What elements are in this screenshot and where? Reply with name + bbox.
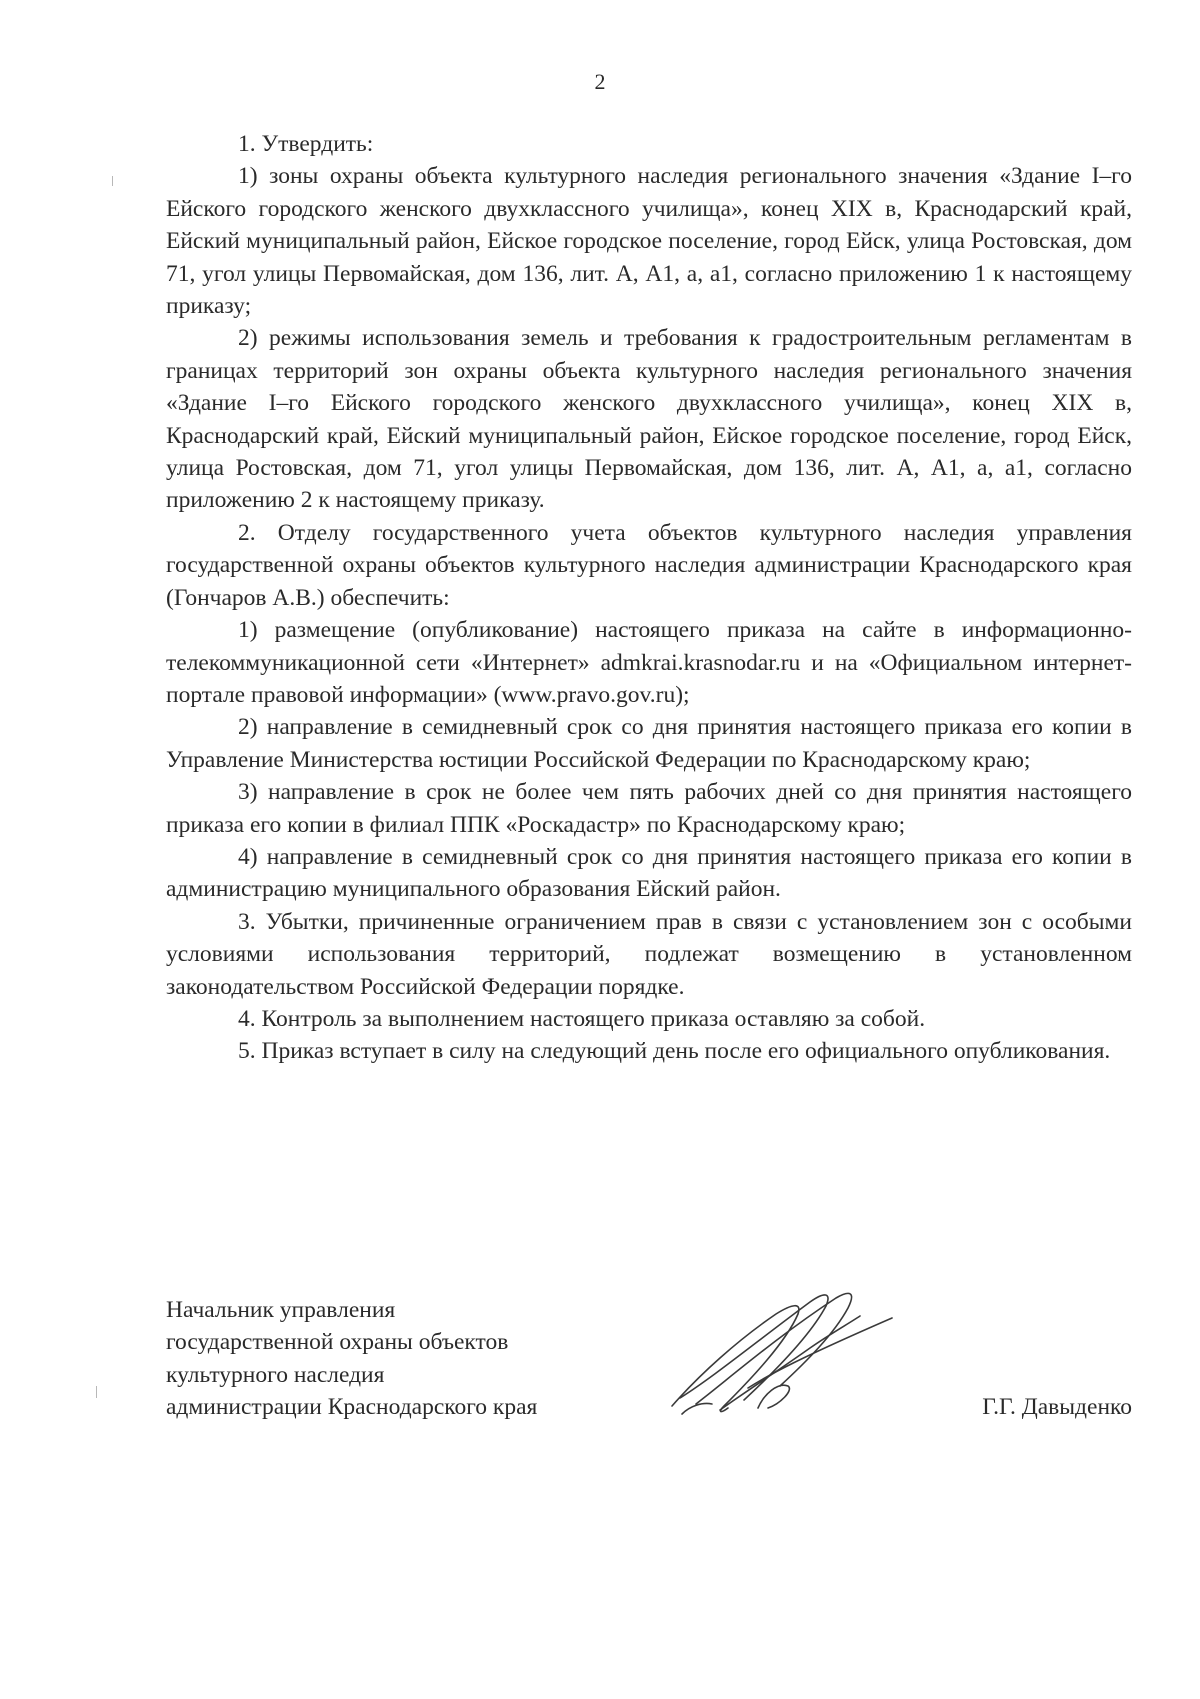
signature-block [166,1294,1132,1444]
handwritten-signature-icon [660,1278,900,1428]
paragraph-department-duties: 2. Отделу государственного учета объектов культурного наследия управления государственной охраны объектов культурного наследия администрации Краснодарского края (Гончаров А.В.) обеспечить: [166,519,1132,611]
signatory-position-line: администрации Краснодарского края [166,1394,538,1421]
paragraph-approve: 1. Утвердить: [238,131,374,157]
signatory-position-line: государственной охраны объектов [166,1329,509,1356]
paragraph-duty-publication: 1) размещение (опубликование) настоящего приказа на сайте в информационно-телекоммуникационной сети «Интернет» admkrai.krasnodar.ru и на «Официальном интернет-портале правовой информации» (www.pravo.gov.ru); [166,617,1132,708]
paragraph-duty-roskadastr: 3) направление в срок не более чем пять рабочих дней со дня принятия настоящего приказа его копии в филиал ППК «Роскадастр» по Краснодарскому краю; [166,779,1132,838]
paragraph-duty-municipality: 4) направление в семидневный срок со дня принятия настоящего приказа его копии в администрацию муниципального образования Ейский район. [166,843,1132,903]
scan-artifact [112,176,113,186]
signatory-name: Г.Г. Давыденко [982,1394,1132,1420]
paragraph-approve-zones: 1) зоны охраны объекта культурного наследия регионального значения «Здание I–го Ейского городского женского двухклассного училища», конец XIX в, Краснодарский край, Ейский муниципальный район, Ейское городское поселение, город Ейск, улица Ростовская, дом 71, угол улицы Первомайская, дом 136, лит. А, А1, а, а1, согласно приложению 1 к настоящему приказу; [166,163,1132,320]
paragraph-losses: 3. Убытки, причиненные ограничением прав в связи с установлением зон с особыми условиями использования территорий, подлежат возмещению в установленном законодательством Российской Федерации порядке. [166,908,1132,1000]
signatory-position-line: Начальник управления [166,1297,396,1323]
paragraph-entry-into-force: 5. Приказ вступает в силу на следующий день после его официального опубликования. [238,1038,1111,1065]
paragraph-control: 4. Контроль за выполнением настоящего приказа оставляю за собой. [238,1005,926,1032]
paragraph-approve-regimes: 2) режимы использования земель и требования к градостроительным регламентам в границах территорий зон охраны объекта культурного наследия регионального значения «Здание I–го Ейского городского женского двухклассного училища», конец XIX в, Краснодарский край, Ейский муниципальный район, Ейское городское поселение, город Ейск, улица Ростовская, дом 71, угол улицы Первомайская, дом 136, лит. А, А1, а, а1, согласно приложению 2 к настоящему приказу. [166,325,1132,514]
signatory-position-line: культурного наследия [166,1361,385,1388]
paragraph-duty-justice-ministry: 2) направление в семидневный срок со дня принятия настоящего приказа его копии в Управление Министерства юстиции Российской Федерации по Краснодарскому краю; [166,714,1132,773]
signatory-position [166,1294,537,1424]
page-number: 2 [594,69,606,94]
order-body [166,128,1132,1068]
scan-artifact [96,1386,97,1398]
